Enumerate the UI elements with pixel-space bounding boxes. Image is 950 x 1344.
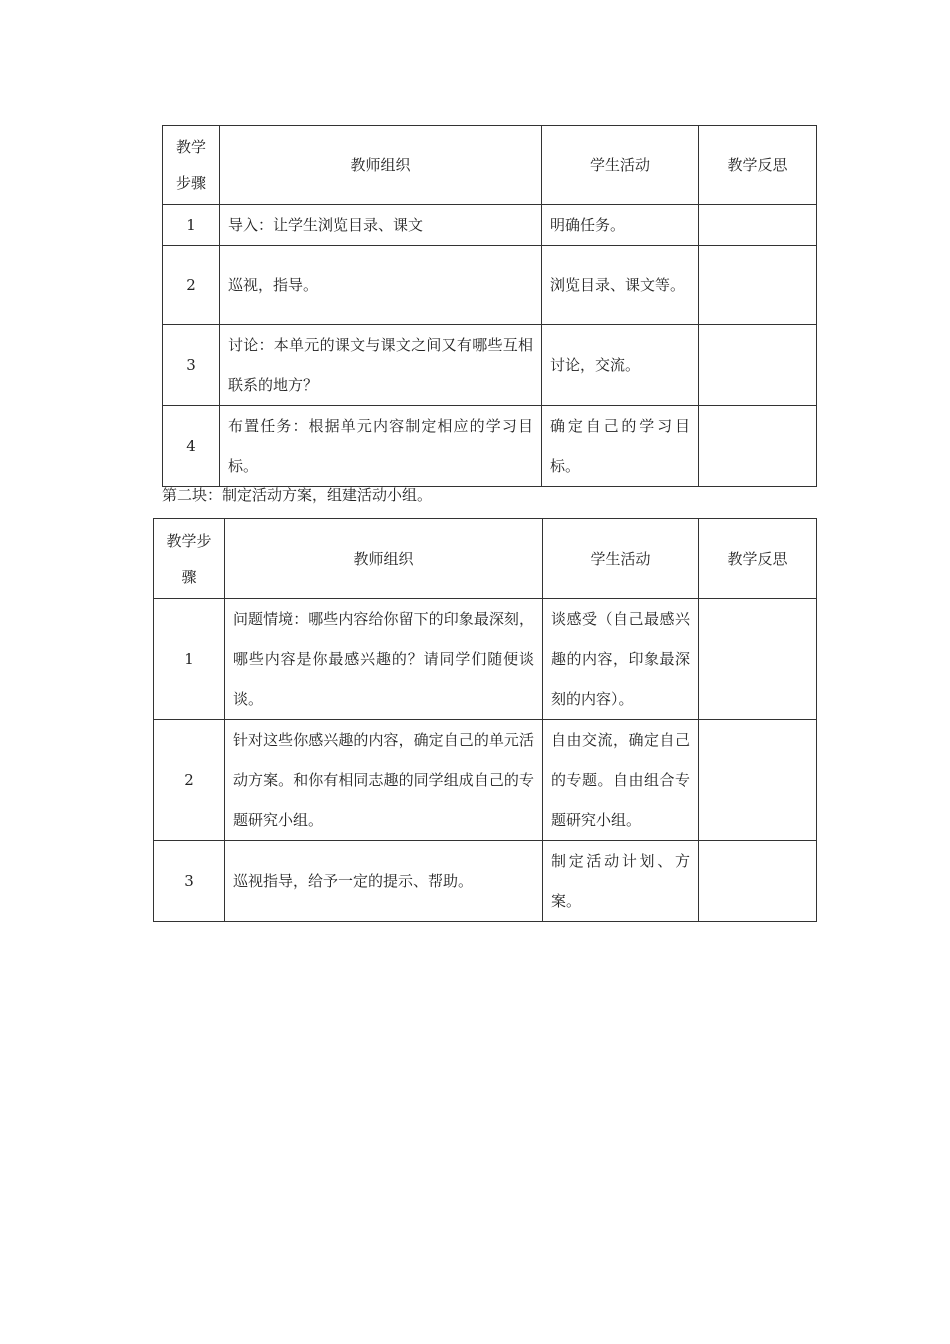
section-heading: 第二块：制定活动方案，组建活动小组。 [162, 486, 433, 504]
table-row [163, 406, 817, 487]
step-number: 3 [163, 325, 220, 406]
step-number: 1 [154, 599, 225, 720]
table-row [163, 246, 817, 325]
header-teacher: 教师组织 [220, 126, 542, 205]
reflection-cell [699, 246, 817, 325]
teacher-cell: 针对这些你感兴趣的内容，确定自己的单元活动方案。和你有相同志趣的同学组成自己的专题研究小组。 [225, 720, 543, 841]
teacher-cell: 巡视指导，给予一定的提示、帮助。 [225, 841, 543, 922]
table-header-row [163, 126, 817, 205]
reflection-cell [699, 841, 817, 922]
reflection-cell [699, 599, 817, 720]
teacher-cell: 问题情境：哪些内容给你留下的印象最深刻，哪些内容是你最感兴趣的？请同学们随便谈谈。 [225, 599, 543, 720]
reflection-cell [699, 205, 817, 246]
student-cell: 明确任务。 [542, 205, 699, 246]
table-row [163, 325, 817, 406]
teacher-cell: 讨论：本单元的课文与课文之间又有哪些互相联系的地方？ [220, 325, 542, 406]
table-row [154, 720, 817, 841]
header-step: 教学步骤 [154, 519, 225, 599]
reflection-cell [699, 720, 817, 841]
header-student: 学生活动 [542, 126, 699, 205]
teacher-cell: 布置任务：根据单元内容制定相应的学习目标。 [220, 406, 542, 487]
student-cell: 浏览目录、课文等。 [542, 246, 699, 325]
step-number: 1 [163, 205, 220, 246]
teacher-cell: 巡视，指导。 [220, 246, 542, 325]
header-reflection: 教学反思 [699, 126, 817, 205]
step-number: 2 [163, 246, 220, 325]
student-cell: 确定自己的学习目标。 [542, 406, 699, 487]
header-student: 学生活动 [543, 519, 699, 599]
header-teacher: 教师组织 [225, 519, 543, 599]
step-number: 3 [154, 841, 225, 922]
teacher-cell: 导入：让学生浏览目录、课文 [220, 205, 542, 246]
student-cell: 制定活动计划、方案。 [543, 841, 699, 922]
reflection-cell [699, 325, 817, 406]
table-row [154, 599, 817, 720]
student-cell: 谈感受（自己最感兴趣的内容，印象最深刻的内容）。 [543, 599, 699, 720]
header-step: 教学步骤 [163, 126, 220, 205]
lesson-steps-table-2 [153, 518, 817, 922]
header-reflection: 教学反思 [699, 519, 817, 599]
lesson-steps-table-1 [162, 125, 817, 487]
student-cell: 自由交流，确定自己的专题。自由组合专题研究小组。 [543, 720, 699, 841]
step-number: 2 [154, 720, 225, 841]
table-row [163, 205, 817, 246]
table-header-row [154, 519, 817, 599]
student-cell: 讨论，交流。 [542, 325, 699, 406]
reflection-cell [699, 406, 817, 487]
step-number: 4 [163, 406, 220, 487]
table-row [154, 841, 817, 922]
